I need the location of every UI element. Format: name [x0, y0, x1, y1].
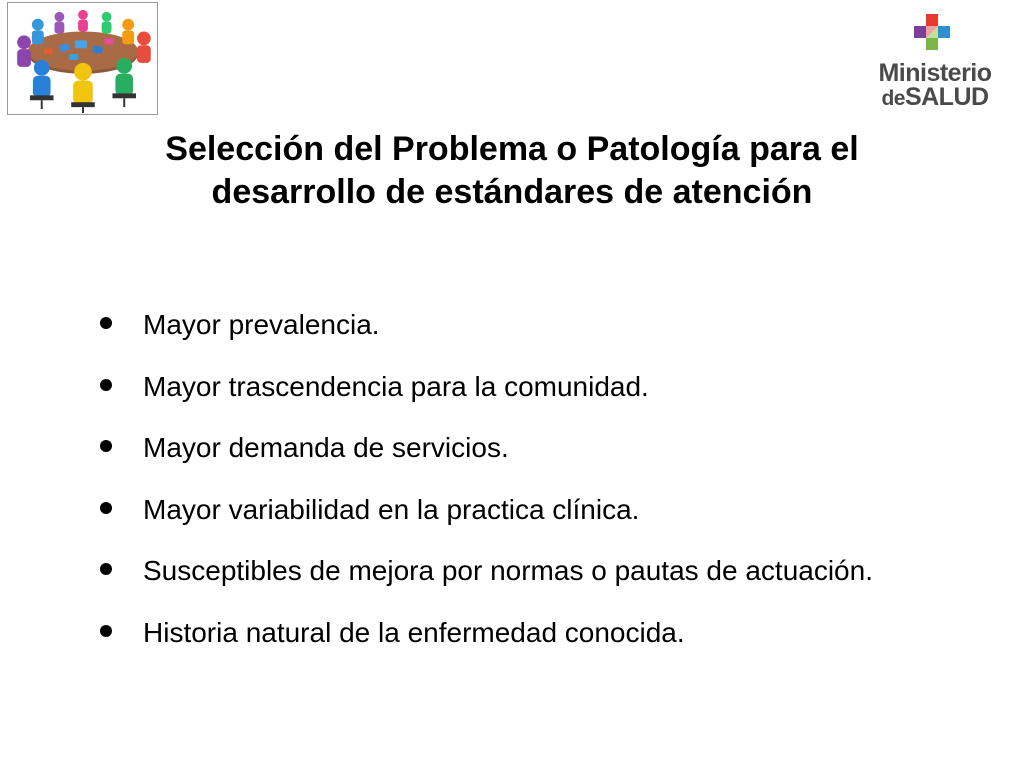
logo-salud: SALUD: [904, 83, 989, 111]
bullet-icon: [100, 440, 112, 452]
list-item-text: Mayor trascendencia para la comunidad.: [143, 370, 649, 402]
list-item-text: Mayor demanda de servicios.: [143, 432, 509, 464]
bullet-icon: [100, 502, 112, 514]
ministerio-salud-logo: [870, 8, 1000, 116]
logo-line-ministerio: Ministerio: [878, 59, 992, 87]
team-meeting-image: [7, 2, 158, 115]
bullet-icon: [100, 317, 112, 329]
list-item-text: Mayor variabilidad en la practica clínica.: [143, 493, 640, 525]
slide-title-line-1: Selección del Problema o Patología para el: [165, 130, 859, 168]
logo-line-salud: [870, 84, 1000, 112]
slide-title-line-2: desarrollo de estándares de atención: [211, 173, 813, 211]
list-item-text: Mayor prevalencia.: [143, 309, 380, 340]
bullet-icon: [100, 563, 112, 575]
list-item-text: Susceptibles de mejora por normas o pautas de actuación.: [143, 555, 873, 587]
slide-title: [60, 128, 964, 214]
bullet-icon: [100, 625, 112, 637]
health-cross-icon: [870, 8, 1000, 60]
logo-de: de: [881, 87, 905, 110]
bullet-icon: [100, 379, 112, 391]
list-item-text: Historia natural de la enfermedad conocida.: [143, 616, 685, 648]
